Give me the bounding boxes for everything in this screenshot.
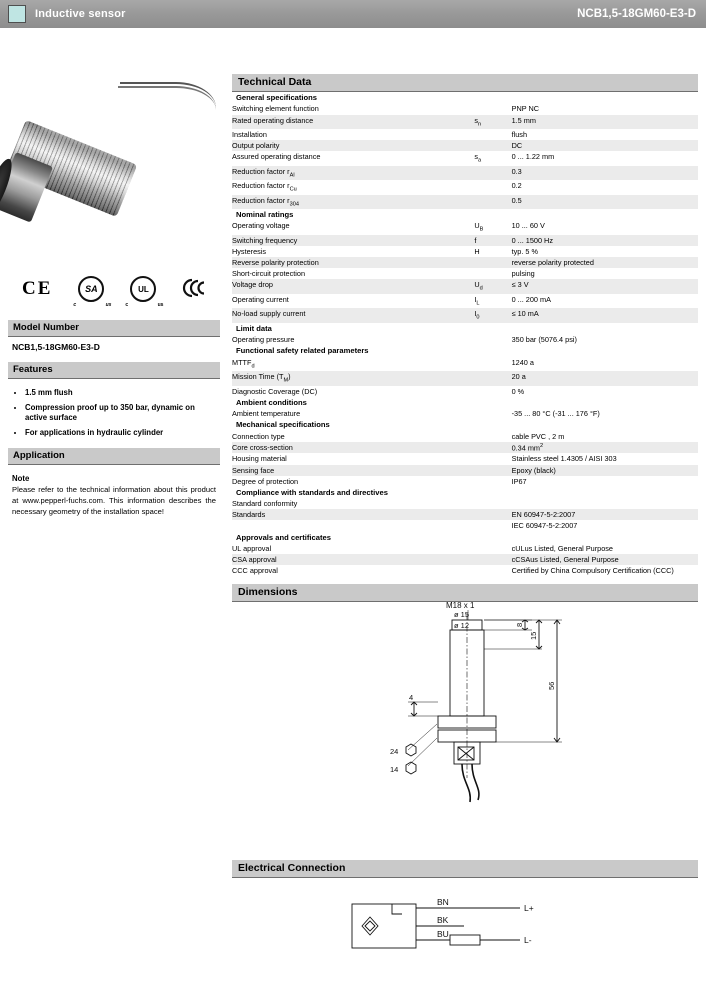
dimensions-svg	[232, 602, 698, 860]
spec-label: Core cross-section	[232, 442, 293, 452]
spec-label: Assured operating distance	[232, 152, 321, 162]
spec-label: Switching frequency	[232, 235, 298, 245]
dim-label-dia12: ø 12	[454, 621, 470, 631]
table-row	[232, 465, 698, 476]
approval-marks	[8, 268, 220, 310]
table-row	[232, 498, 698, 509]
spec-label: Ambient temperature	[232, 409, 301, 419]
csa-mark-sub-right: us	[105, 302, 112, 308]
wire-label-bu: BU	[437, 929, 449, 940]
spec-symbol	[474, 431, 511, 442]
table-row	[232, 520, 698, 531]
dim-label-8: 8	[515, 623, 524, 628]
spec-group-label: Limit data	[232, 323, 698, 334]
model-number-body	[8, 337, 220, 352]
spec-label: Installation	[232, 130, 267, 140]
spec-value: 1.5 mm	[511, 115, 536, 125]
table-row	[232, 357, 698, 371]
spec-symbol	[474, 166, 511, 180]
spec-label: Switching element function	[232, 104, 319, 114]
spec-symbol	[474, 386, 511, 397]
table-row	[232, 476, 698, 487]
table-row	[232, 129, 698, 140]
spec-value: 0 ... 200 mA	[511, 294, 551, 304]
table-row	[232, 565, 698, 576]
table-row	[232, 268, 698, 279]
features-list	[12, 388, 216, 438]
spec-group-label: Compliance with standards and directives	[232, 487, 698, 498]
csa-mark-sub-left: c	[73, 302, 77, 308]
section-header-electrical-connection: Electrical Connection	[232, 860, 698, 878]
dim-label-56: 56	[547, 682, 556, 691]
dim-label-15: 15	[529, 632, 538, 641]
terminal-label-lplus: L+	[524, 903, 534, 914]
wire-label-bn: BN	[437, 897, 449, 908]
dimensions-drawing	[232, 602, 698, 860]
table-row	[232, 453, 698, 464]
spec-symbol: $s_n$	[474, 115, 482, 128]
spec-group-label: Nominal ratings	[232, 209, 698, 220]
spec-label: Mission Time $(T_M)$	[232, 372, 291, 384]
table-row	[232, 195, 698, 209]
spec-value: 0.2	[511, 181, 522, 191]
section-header-technical-data: Technical Data	[232, 74, 698, 92]
table-row	[232, 151, 698, 165]
ce-mark-icon: CE	[22, 278, 53, 299]
spec-value: DC	[511, 141, 523, 151]
spec-label: No-load supply current	[232, 309, 306, 319]
spec-symbol	[474, 180, 511, 194]
note-text: Please refer to the technical information about this product at www.pepperl-fuchs.com. This information describes the necessary geometry of the installation space!	[12, 485, 216, 516]
csa-mark-label: SA	[85, 284, 98, 294]
spec-label: Rated operating distance	[232, 115, 314, 125]
spec-value: cULus Listed, General Purpose	[511, 544, 613, 554]
spec-symbol: $U_d$	[474, 280, 483, 292]
table-row	[232, 180, 698, 194]
spec-group-label: General specifications	[232, 92, 698, 103]
spec-group-label: Approvals and certificates	[232, 532, 698, 543]
table-row	[232, 246, 698, 257]
page-title: Inductive sensor	[35, 8, 126, 20]
spec-symbol	[474, 334, 511, 345]
table-row	[232, 371, 698, 385]
table-row	[232, 386, 698, 397]
dim-label-14: 14	[390, 765, 399, 775]
spec-value: 0 %	[511, 386, 525, 396]
technical-data-table	[232, 92, 698, 576]
section-header-application: Application	[8, 448, 220, 465]
ccc-mark-svg	[182, 277, 210, 299]
cable-illustration-highlight	[118, 86, 216, 124]
spec-label: Degree of protection	[232, 476, 299, 486]
spec-group-row	[232, 397, 698, 408]
spec-label: CCC approval	[232, 566, 278, 576]
table-row	[232, 103, 698, 114]
spec-group-row	[232, 209, 698, 220]
document-header	[0, 0, 706, 28]
spec-value: PNP NC	[511, 104, 540, 114]
ul-mark-label: UL	[138, 284, 149, 294]
spec-label: Operating current	[232, 294, 289, 304]
section-header-dimensions: Dimensions	[232, 584, 698, 602]
spec-value: 0.34 $mm^2$	[511, 442, 544, 453]
spec-value: IP67	[511, 476, 527, 486]
spec-symbol	[474, 103, 511, 114]
right-column	[232, 74, 698, 988]
spec-group-row	[232, 323, 698, 334]
spec-group-row	[232, 345, 698, 356]
spec-value	[512, 498, 698, 509]
table-row	[232, 279, 698, 293]
spec-value: Stainless steel 1.4305 / AISI 303	[511, 454, 617, 464]
spec-group-label: Ambient conditions	[232, 397, 698, 408]
spec-symbol: H	[474, 247, 480, 257]
table-row	[232, 115, 698, 129]
spec-label: UL approval	[232, 544, 272, 554]
model-number-value: NCB1,5-18GM60-E3-D	[12, 342, 100, 352]
electrical-svg	[232, 878, 698, 988]
spec-group-label: Mechanical specifications	[232, 419, 698, 430]
spec-symbol	[474, 520, 511, 531]
spec-symbol	[474, 268, 511, 279]
spec-group-row	[232, 419, 698, 430]
ul-mark-sub-left: c	[125, 302, 129, 308]
spec-symbol	[474, 195, 511, 209]
spec-symbol	[474, 543, 511, 554]
table-row	[232, 431, 698, 442]
table-row	[232, 308, 698, 322]
spec-value: typ. 5 %	[511, 247, 538, 257]
spec-symbol	[474, 408, 511, 419]
spec-label: Reduction factor $r_{Al}$	[232, 166, 295, 179]
spec-symbol	[474, 453, 511, 464]
spec-value: IEC 60947-5-2:2007	[511, 521, 578, 531]
spec-value: 0.5	[511, 195, 522, 205]
spec-value: 350 bar (5076.4 psi)	[511, 335, 577, 345]
spec-value: flush	[511, 130, 528, 140]
table-row	[232, 235, 698, 246]
spec-symbol	[474, 509, 511, 520]
spec-value: ≤ 10 mA	[511, 309, 539, 319]
spec-label: CSA approval	[232, 555, 277, 565]
spec-symbol: $I_L$	[474, 294, 480, 307]
list-item: • Compression proof up to 350 bar, dynamic on active surface	[25, 403, 216, 424]
spec-label: Hysteresis	[232, 247, 267, 257]
spec-label: Operating voltage	[232, 221, 290, 231]
spec-value: pulsing	[511, 269, 535, 279]
spec-label: Housing material	[232, 454, 287, 464]
dim-label-4: 4	[409, 693, 414, 703]
spec-symbol	[474, 140, 511, 151]
spec-value: 0.3	[511, 166, 522, 176]
spec-label: $MTTF_d$	[232, 357, 255, 370]
table-row	[232, 408, 698, 419]
spec-value: 10 ... 60 V	[511, 221, 545, 231]
spec-value: 20 a	[511, 372, 526, 382]
spec-value: 0 ... 1500 Hz	[511, 235, 553, 245]
color-swatch-icon	[8, 5, 26, 23]
spec-label: Standards	[232, 510, 266, 520]
spec-value: Epoxy (black)	[511, 465, 556, 475]
hex-symbol-icons	[406, 744, 416, 774]
spec-label: Standard conformity	[232, 499, 298, 509]
spec-value: cCSAus Listed, General Purpose	[511, 555, 619, 565]
table-row	[232, 294, 698, 308]
ccc-mark-icon	[182, 277, 210, 302]
terminal-label-lminus: L-	[524, 935, 532, 946]
table-row	[232, 334, 698, 345]
spec-value: 1240 a	[511, 357, 534, 367]
spec-value: ≤ 3 V	[511, 280, 529, 290]
application-body	[8, 465, 220, 517]
spec-symbol	[474, 357, 511, 371]
spec-label: Reverse polarity protection	[232, 258, 319, 268]
spec-label: Reduction factor $r_{304}$	[232, 195, 299, 208]
ul-mark-sub-right: us	[157, 302, 164, 308]
spec-label: Reduction factor $r_{Cu}$	[232, 181, 297, 193]
list-item: • 1.5 mm flush	[25, 388, 216, 399]
header-model-number: NCB1,5-18GM60-E3-D	[577, 8, 696, 20]
dim-label-thread: M18 x 1	[446, 602, 475, 611]
dim-label-24: 24	[390, 747, 399, 757]
spec-symbol: $s_a$	[474, 152, 482, 164]
section-header-features: Features	[8, 362, 220, 379]
spec-symbol	[474, 442, 511, 454]
spec-group-row	[232, 92, 698, 103]
table-row	[232, 543, 698, 554]
list-item: • For applications in hydraulic cylinder	[25, 428, 216, 439]
left-column	[8, 64, 220, 517]
spec-value: 0 ... 1.22 mm	[511, 152, 555, 162]
product-photo	[8, 64, 220, 264]
spec-label: Diagnostic Coverage (DC)	[232, 386, 318, 396]
electrical-diagram	[232, 878, 698, 988]
section-header-model-number: Model Number	[8, 320, 220, 337]
dim-label-dia15: ø 15	[454, 610, 470, 620]
table-row	[232, 257, 698, 268]
table-row	[232, 442, 698, 454]
table-row	[232, 166, 698, 180]
spec-label: Operating pressure	[232, 335, 295, 345]
spec-symbol: $I_0$	[474, 309, 480, 321]
table-row	[232, 509, 698, 520]
table-row	[232, 220, 698, 234]
spec-label: Voltage drop	[232, 280, 273, 290]
wire-label-bk: BK	[437, 915, 449, 926]
spec-label: Output polarity	[232, 141, 280, 151]
spec-value: cable PVC , 2 m	[511, 431, 565, 441]
spec-group-row	[232, 532, 698, 543]
table-row	[232, 140, 698, 151]
spec-symbol	[474, 129, 511, 140]
spec-symbol	[474, 476, 511, 487]
ul-mark-icon	[125, 276, 164, 308]
spec-symbol	[474, 554, 511, 565]
spec-symbol	[474, 371, 511, 385]
spec-symbol	[474, 498, 511, 509]
features-body	[8, 379, 220, 438]
table-row	[232, 554, 698, 565]
spec-label: Connection type	[232, 431, 285, 441]
csa-mark-icon	[73, 276, 112, 308]
spec-label: Sensing face	[232, 465, 275, 475]
spec-value: Certified by China Compulsory Certification (CCC)	[511, 566, 674, 576]
spec-label: Short-circuit protection	[232, 269, 305, 279]
note-title: Note	[12, 474, 30, 484]
spec-value: -35 ... 80 °C (-31 ... 176 °F)	[511, 409, 600, 419]
spec-value: EN 60947-5-2:2007	[511, 510, 576, 520]
spec-label	[232, 520, 474, 531]
spec-symbol	[474, 257, 511, 268]
spec-value: reverse polarity protected	[511, 258, 594, 268]
spec-symbol	[474, 565, 511, 576]
spec-symbol: f	[474, 235, 477, 245]
spec-symbol	[474, 465, 511, 476]
spec-symbol: $U_B$	[474, 221, 484, 233]
spec-group-label: Functional safety related parameters	[232, 345, 698, 356]
spec-group-row	[232, 487, 698, 498]
